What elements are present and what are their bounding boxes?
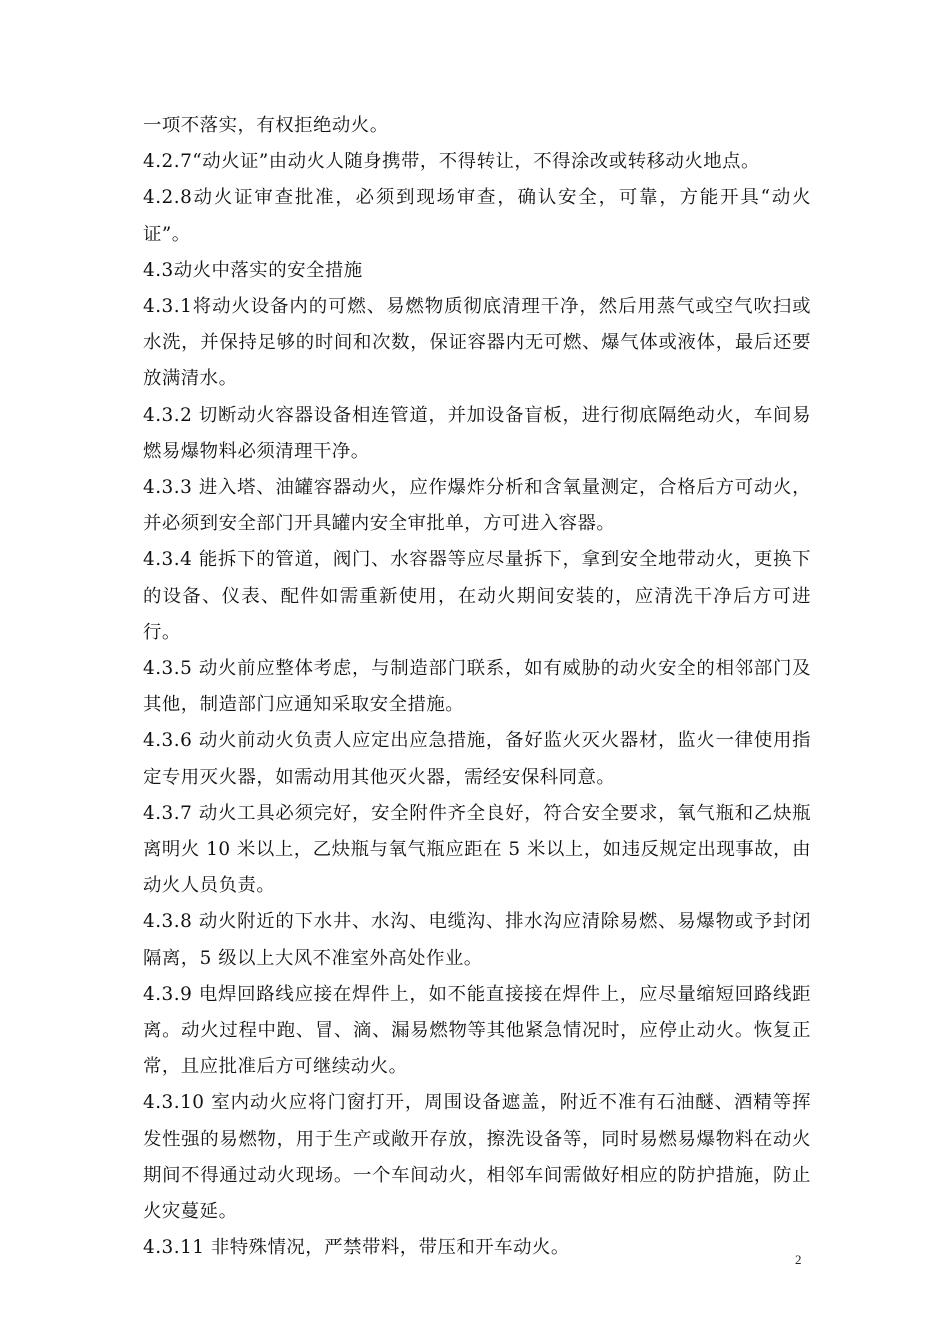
paragraph: 4.3.2 切断动火容器设备相连管道，并加设备盲板，进行彻底隔绝动火，车间易燃易爆物料必须清理干净。 — [143, 404, 811, 462]
paragraph: 4.3.1将动火设备内的可燃、易燃物质彻底清理干净，然后用蒸气或空气吹扫或水洗，并保持足够的时间和次数，保证容器内无可燃、爆气体或液体，最后还要放满清水。 — [143, 296, 811, 390]
paragraph: 4.3.4 能拆下的管道，阀门、水容器等应尽量拆下，拿到安全地带动火，更换下的设备、仪表、配件如需重新使用，在动火期间安装的，应清洗干净后方可进行。 — [143, 549, 811, 643]
paragraph: 4.3.9 电焊回路线应接在焊件上，如不能直接接在焊件上，应尽量缩短回路线距离。动火过程中跑、冒、滴、漏易燃物等其他紧急情况时，应停止动火。恢复正常，且应批准后方可继续动火。 — [143, 983, 811, 1078]
paragraph: 4.3.10 室内动火应将门窗打开，周围设备遮盖，附近不准有石油醚、酒精等挥发性强的易燃物，用于生产或敞开存放，擦洗设备等，同时易燃易爆物料在动火期间不得通过动火现场。一个车间动火，相邻车间需做好相应的防护措施，防止火灾蔓延。 — [143, 1092, 811, 1223]
paragraph: 4.3.11 非特殊情况，严禁带料，带压和开车动火。 — [143, 1237, 570, 1259]
paragraph: 4.3.3 进入塔、油罐容器动火，应作爆炸分析和含氧量测定，合格后方可动火，并必须到安全部门开具罐内安全审批单，方可进入容器。 — [143, 477, 811, 535]
paragraph: 4.3.5 动火前应整体考虑，与制造部门联系，如有威胁的动火安全的相邻部门及其他，制造部门应通知采取安全措施。 — [143, 658, 811, 716]
document-body — [143, 108, 811, 1267]
paragraph: 4.2.8动火证审查批准，必须到现场审查，确认安全，可靠，方能开具“动火证”。 — [143, 187, 811, 245]
paragraph: 4.3.8 动火附近的下水井、水沟、电缆沟、排水沟应清除易燃、易爆物或予封闭隔离，5 级以上大风不准室外高处作业。 — [143, 911, 811, 969]
paragraph: 一项不落实，有权拒绝动火。 — [143, 115, 389, 136]
paragraph: 4.3.7 动火工具必须完好，安全附件齐全良好，符合安全要求，氧气瓶和乙炔瓶离明火 10 米以上，乙炔瓶与氧气瓶应距在 5 米以上，如违反规定出现事故，由动火人员负责。 — [143, 802, 811, 897]
paragraph: 4.2.7“动火证”由动火人随身携带，不得转让，不得涂改或转移动火地点。 — [143, 151, 760, 173]
paragraph: 4.3.6 动火前动火负责人应定出应急措施，备好监火灭火器材，监火一律使用指定专用灭火器，如需动用其他灭火器，需经安保科同意。 — [143, 730, 811, 788]
section-heading: 4.3动火中落实的安全措施 — [143, 259, 363, 281]
page-number: 2 — [795, 1252, 802, 1267]
